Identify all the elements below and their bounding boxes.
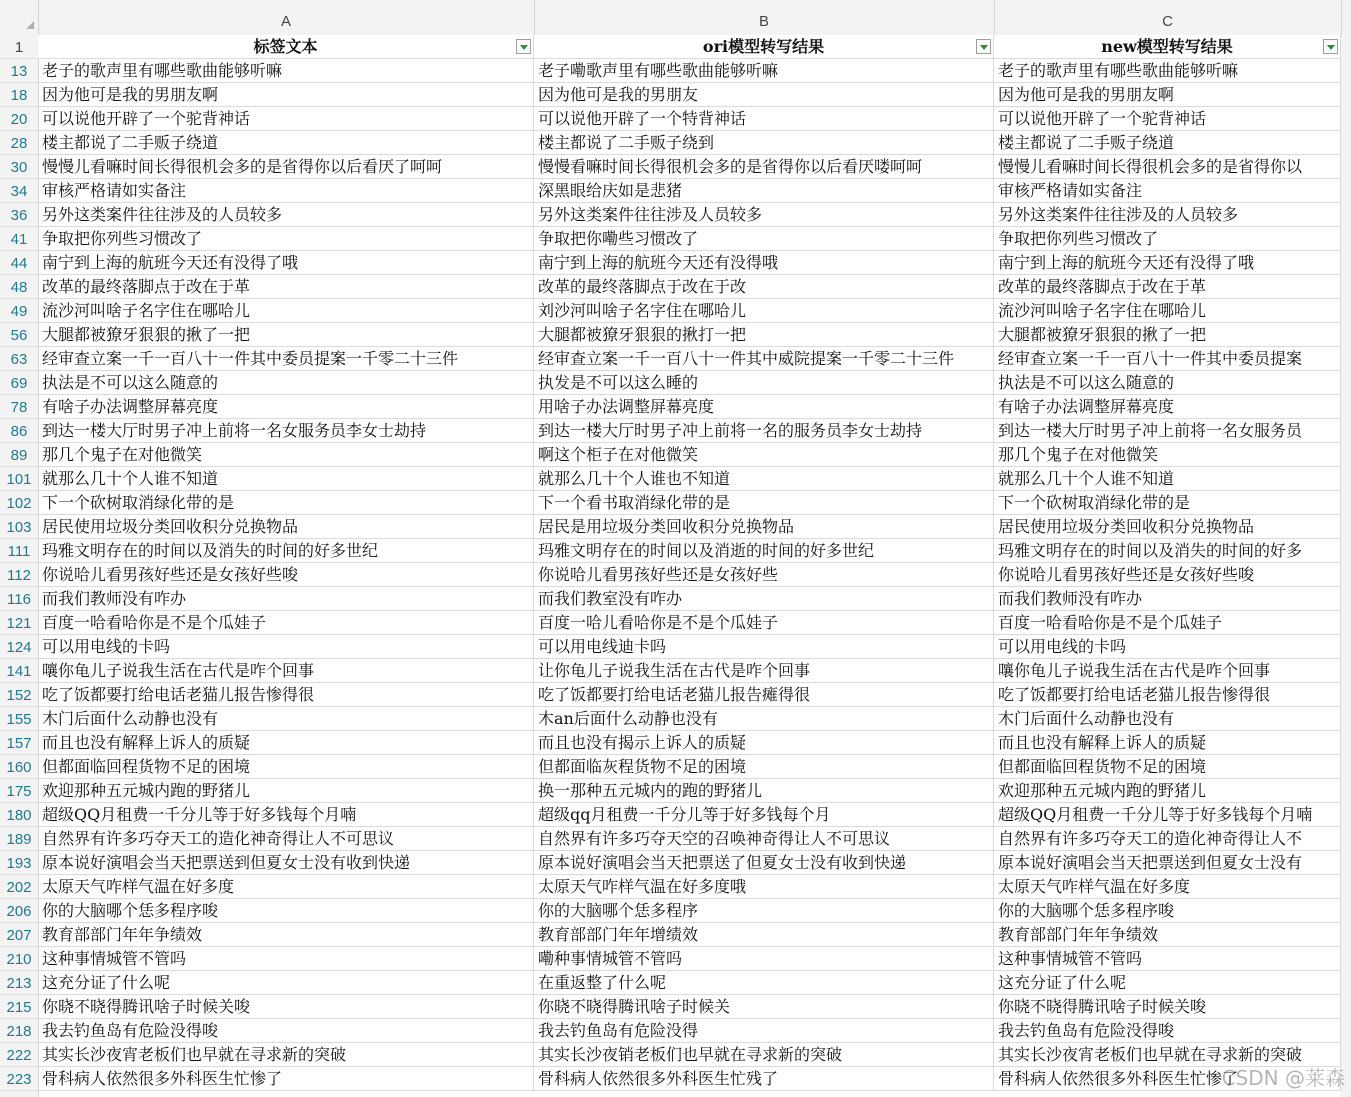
row-number[interactable]: 30	[0, 155, 38, 179]
table-cell[interactable]: 而且也没有解释上诉人的质疑	[994, 731, 1341, 755]
table-cell[interactable]: 你晓不晓得腾讯啥子时候关	[534, 995, 994, 1019]
row-number[interactable]: 48	[0, 275, 38, 299]
row-number[interactable]: 175	[0, 779, 38, 803]
table-cell[interactable]: 南宁到上海的航班今天还有没得了哦	[994, 251, 1341, 275]
table-cell[interactable]: 玛雅文明存在的时间以及消失的时间的好多世纪	[38, 539, 534, 563]
table-cell[interactable]: 你说哈儿看男孩好些还是女孩好些	[534, 563, 994, 587]
table-cell[interactable]: 执发是不可以这么睡的	[534, 371, 994, 395]
table-cell[interactable]: 争取把你嘞些习惯改了	[534, 227, 994, 251]
table-cell[interactable]: 我去钓鱼岛有危险没得唆	[38, 1019, 534, 1043]
table-cell[interactable]: 而我们教室没有咋办	[534, 587, 994, 611]
table-cell[interactable]: 慢慢儿看嘛时间长得很机会多的是省得你以后看厌了呵呵	[38, 155, 534, 179]
row-number[interactable]: 157	[0, 731, 38, 755]
table-cell[interactable]: 下一个看书取消绿化带的是	[534, 491, 994, 515]
column-header-c[interactable]: C	[994, 0, 1342, 35]
watermark: CSDN @莱森	[1221, 1066, 1345, 1090]
table-cell[interactable]: 楼主都说了二手贩子绕到	[534, 131, 994, 155]
row-number[interactable]: 49	[0, 299, 38, 323]
row-number[interactable]: 41	[0, 227, 38, 251]
table-cell[interactable]: 玛雅文明存在的时间以及消逝的时间的好多世纪	[534, 539, 994, 563]
table-cell[interactable]: 流沙河叫啥子名字住在哪哈儿	[994, 299, 1341, 323]
table-cell[interactable]: 教育部部门年年争绩效	[38, 923, 534, 947]
table-cell[interactable]: 经审查立案一千一百八十一件其中委员提案	[994, 347, 1341, 371]
row-number[interactable]: 103	[0, 515, 38, 539]
table-cell[interactable]: 另外这类案件往往涉及的人员较多	[994, 203, 1341, 227]
table-cell[interactable]: 大腿都被獠牙狠狠的揪打一把	[534, 323, 994, 347]
table-cell[interactable]: 玛雅文明存在的时间以及消失的时间的好多	[994, 539, 1341, 563]
table-cell[interactable]: 改革的最终落脚点于改在于革	[38, 275, 534, 299]
row-number[interactable]: 202	[0, 875, 38, 899]
table-cell[interactable]: 到达一楼大厅时男子冲上前将一名女服务员李女士劫持	[38, 419, 534, 443]
table-cell[interactable]: 超级QQ月租费一千分儿等于好多钱每个月喃	[38, 803, 534, 827]
table-cell[interactable]: 可以用电线的卡吗	[994, 635, 1341, 659]
table-cell[interactable]: 就那么几十个人谁也不知道	[534, 467, 994, 491]
row-number[interactable]: 124	[0, 635, 38, 659]
table-cell[interactable]: 吃了饭都要打给电话老猫儿报告惨得很	[38, 683, 534, 707]
table-cell[interactable]: 你的大脑哪个恁多程序唆	[994, 899, 1341, 923]
row-number[interactable]: 89	[0, 443, 38, 467]
select-all-icon	[26, 21, 34, 29]
table-cell[interactable]: 让你龟儿子说我生活在古代是咋个回事	[534, 659, 994, 683]
table-cell[interactable]: 老子的歌声里有哪些歌曲能够听嘛	[38, 59, 534, 83]
table-cell[interactable]: 下一个砍树取消绿化带的是	[994, 491, 1341, 515]
row-number[interactable]: 223	[0, 1067, 38, 1091]
row-number[interactable]: 160	[0, 755, 38, 779]
table-cell[interactable]: 下一个砍树取消绿化带的是	[38, 491, 534, 515]
table-cell[interactable]: 教育部部门年年争绩效	[994, 923, 1341, 947]
row-number[interactable]: 78	[0, 395, 38, 419]
table-cell[interactable]: 骨科病人依然很多外科医生忙惨了	[994, 1067, 1341, 1091]
table-cell[interactable]: 太原天气咋样气温在好多度	[994, 875, 1341, 899]
table-cell[interactable]: 就那么几十个人谁不知道	[38, 467, 534, 491]
row-number[interactable]: 215	[0, 995, 38, 1019]
table-cell[interactable]: 慢慢看嘛时间长得很机会多的是省得你以后看厌喽呵呵	[534, 155, 994, 179]
table-cell[interactable]: 但都面临回程货物不足的困境	[38, 755, 534, 779]
table-cell[interactable]: 你说哈儿看男孩好些还是女孩好些唆	[994, 563, 1341, 587]
table-cell[interactable]: 这充分证了什么呢	[38, 971, 534, 995]
row-number[interactable]: 207	[0, 923, 38, 947]
row-number[interactable]: 102	[0, 491, 38, 515]
column-header-b[interactable]: B	[534, 0, 995, 35]
table-cell[interactable]: 木门后面什么动静也没有	[38, 707, 534, 731]
table-cell[interactable]: 超级qq月租费一千分儿等于好多钱每个月	[534, 803, 994, 827]
table-cell[interactable]: 其实长沙夜宵老板们也早就在寻求新的突破	[994, 1043, 1341, 1067]
table-cell[interactable]: 流沙河叫啥子名字住在哪哈儿	[38, 299, 534, 323]
table-cell[interactable]: 居民是用垃圾分类回收积分兑换物品	[534, 515, 994, 539]
table-cell[interactable]: 你的大脑哪个恁多程序唆	[38, 899, 534, 923]
row-number[interactable]: 34	[0, 179, 38, 203]
column-header-bar	[0, 0, 1351, 36]
header-label: ori模型转写结果	[702, 37, 825, 56]
table-cell[interactable]: 木门后面什么动静也没有	[994, 707, 1341, 731]
table-cell[interactable]: 那几个鬼子在对他微笑	[994, 443, 1341, 467]
row-number[interactable]: 222	[0, 1043, 38, 1067]
table-cell[interactable]: 执法是不可以这么随意的	[994, 371, 1341, 395]
filter-dropdown-icon[interactable]	[1323, 39, 1338, 54]
table-cell[interactable]: 在重返整了什么呢	[534, 971, 994, 995]
row-number[interactable]: 101	[0, 467, 38, 491]
table-cell[interactable]: 你的大脑哪个恁多程序	[534, 899, 994, 923]
table-cell[interactable]: 审核严格请如实备注	[38, 179, 534, 203]
table-cell[interactable]: 吃了饭都要打给电话老猫儿报告瘫得很	[534, 683, 994, 707]
table-cell[interactable]: 我去钓鱼岛有危险没得	[534, 1019, 994, 1043]
table-cell[interactable]: 自然界有许多巧夺天工的造化神奇得让人不	[994, 827, 1341, 851]
right-gutter	[1341, 35, 1351, 1097]
table-cell[interactable]: 刘沙河叫啥子名字住在哪哈儿	[534, 299, 994, 323]
row-number[interactable]: 18	[0, 83, 38, 107]
table-cell[interactable]: 深黑眼给庆如是悲猪	[534, 179, 994, 203]
row-number[interactable]: 112	[0, 563, 38, 587]
row-number-column	[0, 35, 39, 1097]
table-cell[interactable]: 换一那种五元城内的跑的野猪儿	[534, 779, 994, 803]
table-cell[interactable]: 改革的最终落脚点于改在于革	[994, 275, 1341, 299]
table-cell[interactable]: 教育部部门年年增绩效	[534, 923, 994, 947]
table-cell[interactable]: 因为他可是我的男朋友啊	[994, 83, 1341, 107]
table-cell[interactable]: 你晓不晓得腾讯啥子时候关唆	[994, 995, 1341, 1019]
row-number[interactable]: 218	[0, 1019, 38, 1043]
table-cell[interactable]: 嘞种事情城管不管吗	[534, 947, 994, 971]
table-cell[interactable]: 可以说他开辟了一个驼背神话	[38, 107, 534, 131]
table-cell[interactable]: 百度一哈看哈你是不是个瓜娃子	[38, 611, 534, 635]
table-cell[interactable]: 百度一哈儿看哈你是不是个瓜娃子	[534, 611, 994, 635]
table-cell[interactable]: 老子嘞歌声里有哪些歌曲能够听嘛	[534, 59, 994, 83]
table-cell[interactable]: 而且也没有揭示上诉人的质疑	[534, 731, 994, 755]
row-number[interactable]: 56	[0, 323, 38, 347]
row-number[interactable]: 69	[0, 371, 38, 395]
table-cell[interactable]: 楼主都说了二手贩子绕道	[994, 131, 1341, 155]
table-cell[interactable]: 欢迎那种五元城内跑的野猪儿	[994, 779, 1341, 803]
row-number[interactable]: 189	[0, 827, 38, 851]
row-number[interactable]: 116	[0, 587, 38, 611]
header-label: 标签文本	[253, 37, 318, 56]
table-cell[interactable]: 而我们教师没有咋办	[38, 587, 534, 611]
table-cell[interactable]: 嚷你龟儿子说我生活在古代是咋个回事	[38, 659, 534, 683]
table-cell[interactable]: 原本说好演唱会当天把票送了但夏女士没有收到快递	[534, 851, 994, 875]
row-number-header[interactable]: 1	[0, 35, 38, 59]
table-cell[interactable]: 那几个鬼子在对他微笑	[38, 443, 534, 467]
table-cell[interactable]: 经审查立案一千一百八十一件其中威院提案一千零二十三件	[534, 347, 994, 371]
table-cell[interactable]: 自然界有许多巧夺天空的召唤神奇得让人不可思议	[534, 827, 994, 851]
row-number[interactable]: 193	[0, 851, 38, 875]
table-cell[interactable]: 用啥子办法调整屏幕亮度	[534, 395, 994, 419]
table-cell[interactable]: 楼主都说了二手贩子绕道	[38, 131, 534, 155]
header-label: new模型转写结果	[1101, 37, 1233, 56]
row-number[interactable]: 86	[0, 419, 38, 443]
row-number[interactable]: 155	[0, 707, 38, 731]
row-number[interactable]: 141	[0, 659, 38, 683]
table-cell[interactable]: 有啥子办法调整屏幕亮度	[38, 395, 534, 419]
row-number[interactable]: 13	[0, 59, 38, 83]
table-cell[interactable]: 因为他可是我的男朋友啊	[38, 83, 534, 107]
table-cell[interactable]: 另外这类案件往往涉及人员较多	[534, 203, 994, 227]
table-cell[interactable]: 但都面临回程货物不足的困境	[994, 755, 1341, 779]
table-cell[interactable]: 太原天气咋样气温在好多度	[38, 875, 534, 899]
table-cell[interactable]: 而我们教师没有咋办	[994, 587, 1341, 611]
table-cell[interactable]: 居民使用垃圾分类回收积分兑换物品	[38, 515, 534, 539]
table-cell[interactable]: 慢慢儿看嘛时间长得很机会多的是省得你以	[994, 155, 1341, 179]
table-cell[interactable]: 审核严格请如实备注	[994, 179, 1341, 203]
table-cell[interactable]: 老子的歌声里有哪些歌曲能够听嘛	[994, 59, 1341, 83]
table-cell[interactable]: 而且也没有解释上诉人的质疑	[38, 731, 534, 755]
table-cell[interactable]: 这种事情城管不管吗	[38, 947, 534, 971]
table-cell[interactable]: 执法是不可以这么随意的	[38, 371, 534, 395]
table-cell[interactable]: 这种事情城管不管吗	[994, 947, 1341, 971]
filter-dropdown-icon[interactable]	[976, 39, 991, 54]
row-number[interactable]: 210	[0, 947, 38, 971]
row-number[interactable]: 213	[0, 971, 38, 995]
table-cell[interactable]: 因为他可是我的男朋友	[534, 83, 994, 107]
table-cell[interactable]: 太原天气咋样气温在好多度哦	[534, 875, 994, 899]
table-cell[interactable]: 争取把你列些习惯改了	[994, 227, 1341, 251]
table-cell[interactable]: 其实长沙夜宵老板们也早就在寻求新的突破	[38, 1043, 534, 1067]
table-cell[interactable]: 但都面临灰程货物不足的困境	[534, 755, 994, 779]
column-header-a[interactable]: A	[38, 0, 535, 35]
table-cell[interactable]: 大腿都被獠牙狠狠的揪了一把	[994, 323, 1341, 347]
table-cell[interactable]: 你说哈儿看男孩好些还是女孩好些唆	[38, 563, 534, 587]
table-cell[interactable]: 原本说好演唱会当天把票送到但夏女士没有收到快递	[38, 851, 534, 875]
table-cell[interactable]: 啊这个柜子在对他微笑	[534, 443, 994, 467]
table-cell[interactable]: 百度一哈看哈你是不是个瓜娃子	[994, 611, 1341, 635]
header-cell[interactable]	[38, 35, 534, 59]
table-cell[interactable]: 骨科病人依然很多外科医生忙惨了	[38, 1067, 534, 1091]
table-cell[interactable]: 可以用电线的卡吗	[38, 635, 534, 659]
header-cell[interactable]	[994, 35, 1341, 59]
table-cell[interactable]: 大腿都被獠牙狠狠的揪了一把	[38, 323, 534, 347]
table-cell[interactable]: 超级QQ月租费一千分儿等于好多钱每个月喃	[994, 803, 1341, 827]
table-cell[interactable]: 欢迎那种五元城内跑的野猪儿	[38, 779, 534, 803]
filter-dropdown-icon[interactable]	[516, 39, 531, 54]
table-cell[interactable]: 经审查立案一千一百八十一件其中委员提案一千零二十三件	[38, 347, 534, 371]
row-number[interactable]: 206	[0, 899, 38, 923]
table-cell[interactable]: 你晓不晓得腾讯啥子时候关唆	[38, 995, 534, 1019]
table-cell[interactable]: 可以说他开辟了一个特背神话	[534, 107, 994, 131]
table-cell[interactable]: 嚷你龟儿子说我生活在古代是咋个回事	[994, 659, 1341, 683]
row-number[interactable]: 111	[0, 539, 38, 563]
table-cell[interactable]: 自然界有许多巧夺天工的造化神奇得让人不可思议	[38, 827, 534, 851]
table-cell[interactable]: 南宁到上海的航班今天还有没得了哦	[38, 251, 534, 275]
table-cell[interactable]: 骨科病人依然很多外科医生忙残了	[534, 1067, 994, 1091]
row-number[interactable]: 63	[0, 347, 38, 371]
table-cell[interactable]: 就那么几十个人谁不知道	[994, 467, 1341, 491]
table-cell[interactable]: 可以用电线迪卡吗	[534, 635, 994, 659]
row-number[interactable]: 20	[0, 107, 38, 131]
header-cell[interactable]	[534, 35, 994, 59]
row-number[interactable]: 44	[0, 251, 38, 275]
table-cell[interactable]: 南宁到上海的航班今天还有没得哦	[534, 251, 994, 275]
table-cell[interactable]: 吃了饭都要打给电话老猫儿报告惨得很	[994, 683, 1341, 707]
table-cell[interactable]: 这充分证了什么呢	[994, 971, 1341, 995]
select-all-corner[interactable]	[0, 0, 39, 35]
table-cell[interactable]: 可以说他开辟了一个驼背神话	[994, 107, 1341, 131]
table-cell[interactable]: 木an后面什么动静也没有	[534, 707, 994, 731]
row-number[interactable]: 28	[0, 131, 38, 155]
table-cell[interactable]: 另外这类案件往往涉及的人员较多	[38, 203, 534, 227]
table-cell[interactable]: 居民使用垃圾分类回收积分兑换物品	[994, 515, 1341, 539]
table-cell[interactable]: 我去钓鱼岛有危险没得唆	[994, 1019, 1341, 1043]
table-cell[interactable]: 其实长沙夜销老板们也早就在寻求新的突破	[534, 1043, 994, 1067]
row-number[interactable]: 152	[0, 683, 38, 707]
table-cell[interactable]: 原本说好演唱会当天把票送到但夏女士没有	[994, 851, 1341, 875]
table-cell[interactable]: 到达一楼大厅时男子冲上前将一名的服务员李女士劫持	[534, 419, 994, 443]
row-number[interactable]: 180	[0, 803, 38, 827]
table-cell[interactable]: 争取把你列些习惯改了	[38, 227, 534, 251]
table-cell[interactable]: 到达一楼大厅时男子冲上前将一名女服务员	[994, 419, 1341, 443]
row-number[interactable]: 121	[0, 611, 38, 635]
table-cell[interactable]: 改革的最终落脚点于改在于改	[534, 275, 994, 299]
row-number[interactable]: 36	[0, 203, 38, 227]
table-cell[interactable]: 有啥子办法调整屏幕亮度	[994, 395, 1341, 419]
